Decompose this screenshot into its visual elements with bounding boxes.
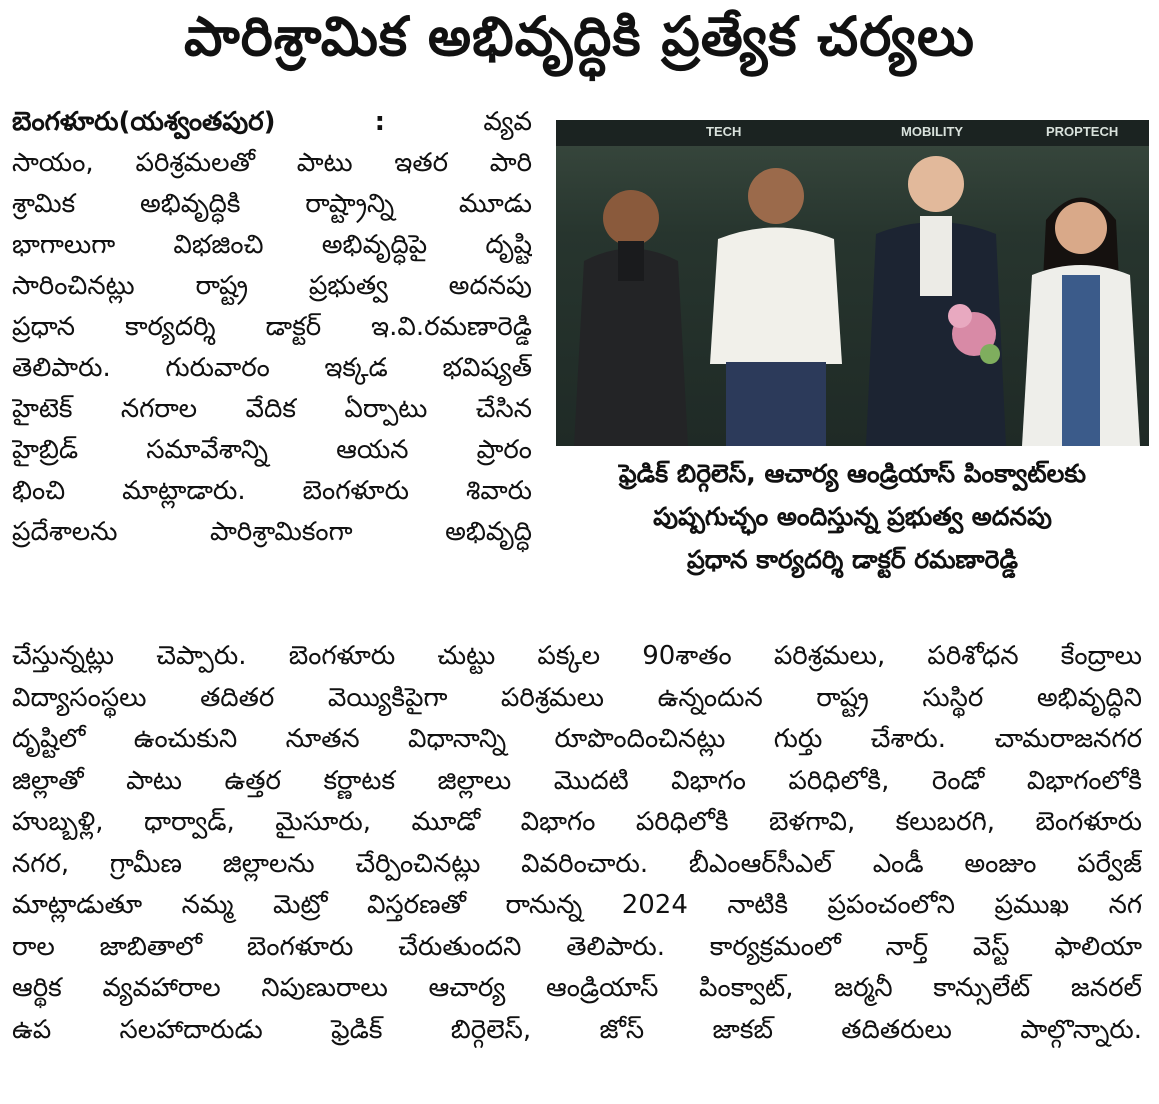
article-line: శ్రామిక అభివృద్ధికి రాష్ట్రాన్ని మూడు: [12, 189, 532, 219]
article-line: ప్రధాన కార్యదర్శి డాక్టర్ ఇ.వి.రమణారెడ్డి: [12, 312, 532, 342]
banner-text: TECH: [706, 124, 742, 139]
article-line: సాయం, పరిశ్రమలతో పాటు ఇతర పారి: [12, 148, 532, 178]
article-line: మాట్లాడుతూ నమ్మ మెట్రో విస్తరణతో రానున్న 2024 నాటికి ప్రపంచంలోని ప్రముఖ నగ: [12, 890, 1142, 920]
photo-backdrop-banner: [556, 120, 1149, 146]
article-line: హైబ్రిడ్ సమావేశాన్ని ఆయన ప్రారం: [12, 435, 532, 465]
person-1-figure: [566, 166, 696, 446]
article-line: భాగాలుగా విభజించి అభివృద్ధిపై దృష్టి: [12, 230, 532, 260]
article-line: హైటెక్ నగరాల వేదిక ఏర్పాటు చేసిన: [12, 394, 532, 424]
banner-text: MOBILITY: [901, 124, 964, 139]
article-column: [12, 102, 532, 553]
banner-text: PROPTECH: [1046, 124, 1119, 139]
headline: పారిశ్రామిక అభివృద్ధికి ప్రత్యేక చర్యలు: [184, 5, 975, 68]
article-line: సారించినట్లు రాష్ట్ర ప్రభుత్వ అదనపు: [12, 271, 532, 301]
article-body-full-width: [12, 636, 1142, 1051]
caption-line: ఫ్రెడిక్ బిర్గెలెస్, ఆచార్య ఆండ్రియాస్ పింక్వాట్‌లకు: [618, 459, 1087, 488]
person-3-figure: [856, 144, 1016, 446]
article-line: ఆర్థిక వ్యవహారాల నిపుణురాలు ఆచార్య ఆండ్రియాస్ పింక్వాట్, జర్మనీ కాన్సులేట్ జనరల్: [12, 973, 1142, 1003]
article-line-text: వ్యవ: [483, 107, 532, 137]
article-line: భించి మాట్లాడారు. బెంగళూరు శివారు: [12, 476, 532, 506]
article-line: విద్యాసంస్థలు తదితర వెయ్యికిపైగా పరిశ్రమలు ఉన్నందున రాష్ట్ర సుస్థిర అభివృద్ధిని: [12, 682, 1142, 713]
article-line: రాల జాబితాలో బెంగళూరు చేరుతుందని తెలిపారు. కార్యక్రమంలో నార్త్ వెస్ట్ ఫాలియా: [12, 931, 1142, 962]
article-line: తెలిపారు. గురువారం ఇక్కడ భవిష్యత్: [12, 353, 532, 383]
article-line: జిల్లాతో పాటు ఉత్తర కర్ణాటక జిల్లాలు మొదటి విభాగం పరిధిలోకి, రెండో విభాగంలోకి: [12, 765, 1142, 796]
article-line: నగర, గ్రామీణ జిల్లాలను చేర్పించినట్లు వివరించారు. బీఎంఆర్‌సీఎల్ ఎండీ అంజుం పర్వేజ్: [12, 848, 1142, 879]
person-4-figure: [1016, 180, 1146, 446]
person-2-figure: [696, 154, 856, 446]
article-line: [12, 102, 532, 143]
news-photo: [556, 120, 1149, 446]
article-line: చేస్తున్నట్లు చెప్పారు. బెంగళూరు చుట్టు పక్కల 90శాతం పరిశ్రమలు, పరిశోధన కేంద్రాలు: [12, 641, 1142, 671]
article-line: ఉప సలహాదారుడు ఫ్రెడిక్ బిర్గెలెస్, జోస్ జాకబ్ తదితరులు పాల్గొన్నారు.: [12, 1014, 1142, 1045]
article-line: హుబ్బళ్లి, ధార్వాడ్, మైసూరు, మూడో విభాగం పరిధిలోకి బెళగావి, కలుబరగి, బెంగళూరు: [12, 807, 1142, 837]
article-line: దృష్టిలో ఉంచుకుని నూతన విధానాన్ని రూపొందించినట్లు గుర్తు చేశారు. చామరాజనగర: [12, 724, 1142, 754]
caption-line: ప్రధాన కార్యదర్శి డాక్టర్ రమణారెడ్డి: [686, 545, 1019, 574]
dateline: బెంగళూరు(యశ్వంతపుర) :: [12, 107, 386, 137]
caption-line: పుష్పగుచ్ఛం అందిస్తున్న ప్రభుత్వ అదనపు: [653, 502, 1052, 531]
article-line: ప్రదేశాలను పారిశ్రామికంగా అభివృద్ధి: [12, 517, 532, 547]
photo-caption: [556, 452, 1149, 581]
